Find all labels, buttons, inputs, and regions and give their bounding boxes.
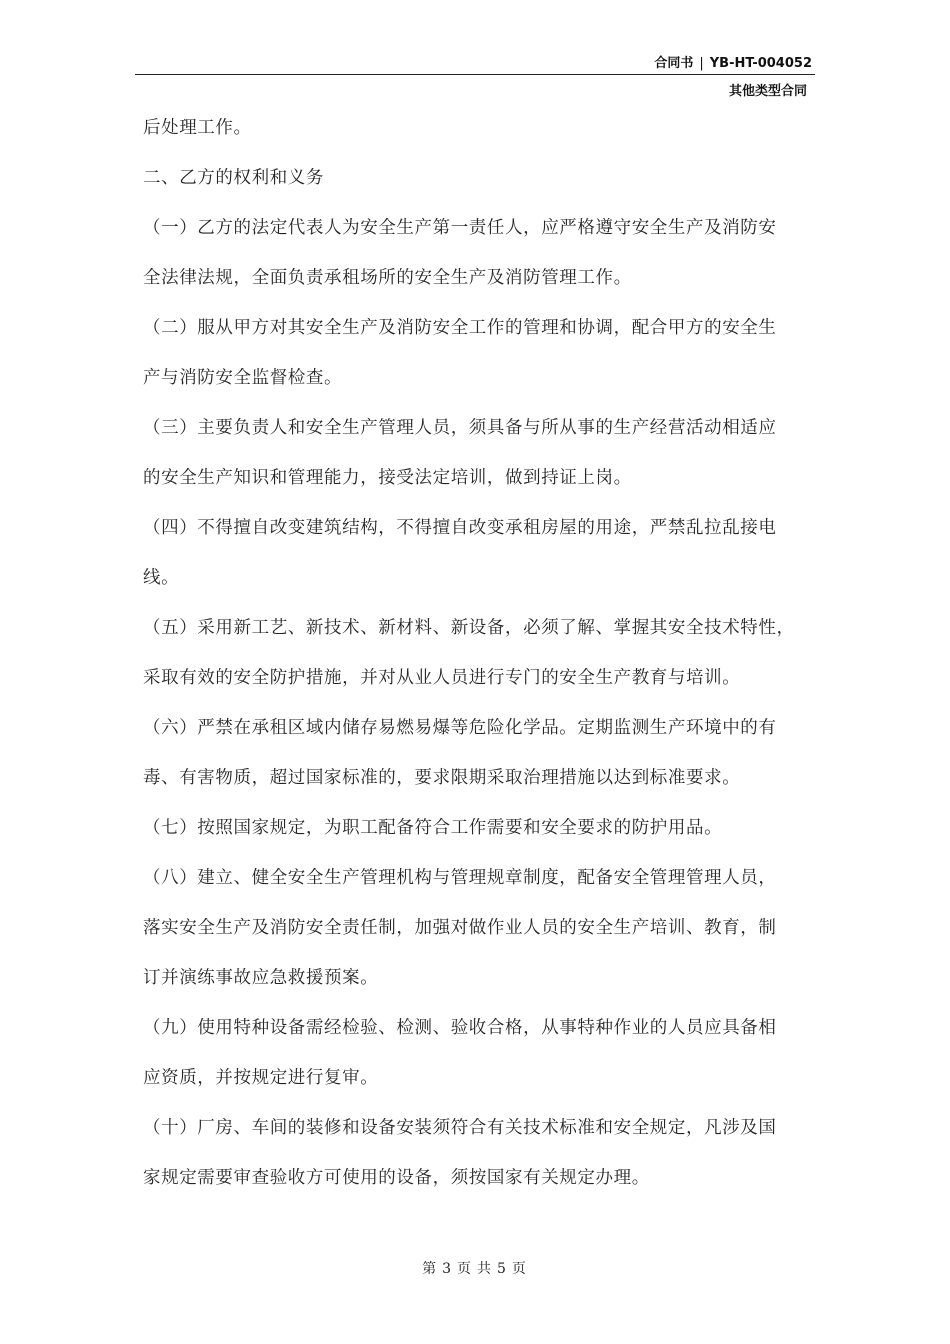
body-line: 落实安全生产及消防安全责任制，加强对做作业人员的安全生产培训、教育，制 [143, 918, 777, 938]
body-line: 的安全生产知识和管理能力，接受法定培训，做到持证上岗。 [143, 468, 632, 488]
total-suffix: 页 [511, 1261, 528, 1277]
body-line: 全法律法规，全面负责承租场所的安全生产及消防管理工作。 [143, 268, 632, 288]
section-heading: 二、乙方的权利和义务 [143, 168, 324, 188]
body-line: （三）主要负责人和安全生产管理人员，须具备与所从事的生产经营活动相适应 [143, 418, 777, 438]
body-line: 产与消防安全监督检查。 [143, 368, 343, 388]
page-word: 页 [457, 1261, 473, 1277]
body-line: （四）不得擅自改变建筑结构，不得擅自改变承租房屋的用途，严禁乱拉乱接电 [143, 518, 777, 538]
body-line: 采取有效的安全防护措施，并对从业人员进行专门的安全生产教育与培训。 [143, 668, 741, 688]
body-line: （十）厂房、车间的装修和设备安装须符合有关技术标准和安全规定，凡涉及国 [143, 1118, 777, 1138]
body-line: 订并演练事故应急救援预案。 [143, 968, 379, 988]
header-separator: | [699, 56, 704, 71]
body-line: （五）采用新工艺、新技术、新材料、新设备，必须了解、掌握其安全技术特性， [143, 618, 795, 638]
header-title-line [135, 55, 815, 73]
current-page-number: 3 [442, 1261, 453, 1277]
total-prefix: 共 [477, 1261, 493, 1277]
body-line: 家规定需要审查验收方可使用的设备，须按国家有关规定办理。 [143, 1168, 650, 1188]
body-line: （八）建立、健全安全生产管理机构与管理规章制度，配备安全管理管理人员， [143, 868, 777, 888]
body-line: 后处理工作。 [143, 118, 252, 138]
body-line: 应资质，并按规定进行复审。 [143, 1068, 379, 1088]
doc-type: 合同书 [654, 56, 694, 71]
page-prefix: 第 [422, 1261, 439, 1277]
body-line: （七）按照国家规定，为职工配备符合工作需要和安全要求的防护用品。 [143, 818, 723, 838]
body-line: 毒、有害物质，超过国家标准的，要求限期采取治理措施以达到标准要求。 [143, 768, 741, 788]
body-line: （六）严禁在承租区域内储存易燃易爆等危险化学品。定期监测生产环境中的有 [143, 718, 777, 738]
body-line: 线。 [143, 568, 180, 588]
total-page-count: 5 [497, 1261, 508, 1277]
body-line: （一）乙方的法定代表人为安全生产第一责任人，应严格遵守安全生产及消防安 [143, 218, 777, 238]
body-line: （九）使用特种设备需经检验、检测、验收合格，从事特种作业的人员应具备相 [143, 1018, 777, 1038]
header-divider [135, 74, 815, 75]
document-body [143, 103, 823, 1203]
page-header [135, 55, 815, 99]
doc-category: 其他类型合同 [728, 84, 807, 99]
doc-code: YB-HT-004052 [709, 56, 812, 71]
body-line: （二）服从甲方对其安全生产及消防安全工作的管理和协调，配合甲方的安全生 [143, 318, 777, 338]
page-footer [0, 1258, 950, 1278]
